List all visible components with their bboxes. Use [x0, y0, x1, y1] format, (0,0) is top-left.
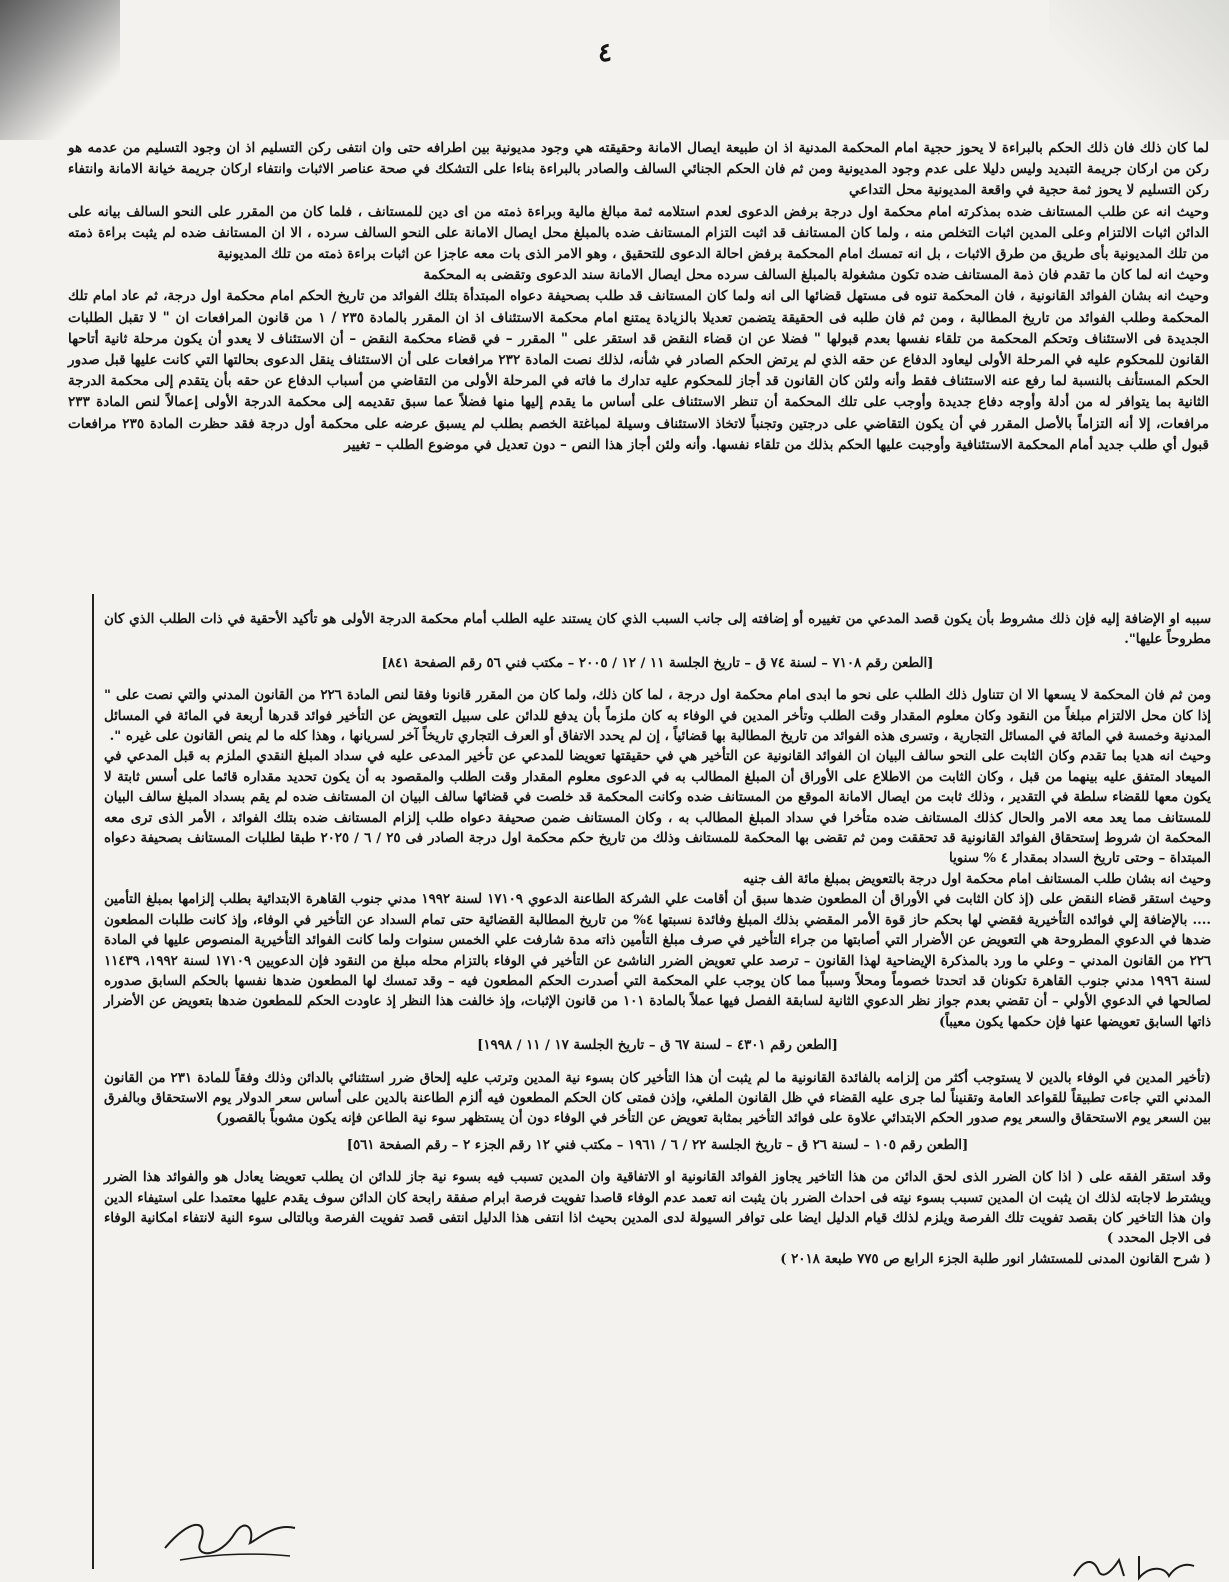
paragraph: وحيث انه هديا بما تقدم وكان الثابت على النحو سالف البيان ان الفوائد القانونية عن التأخير هي في حقيقتها تعويضا للمدعي عن تأخير المدعى عليه في سداد المبلغ النقدي الملزم به قبل المدعي في الميعاد المتفق عليه بينهما من قبل ، وكان الثابت من الاطلاع على الأوراق أن المبلغ المطالب به في الدعوى معلوم المقدار وقت الطلب والمقصود به أن يكون تحديد مقداره قائما على أسس ثابتة لا يكون معها للقضاء سلطة في التقدير ، وذلك ثابت من ايصال الامانة الموقع من المستانف ضده وكانت المحكمة قد خلصت في قضائها سالف البيان ان المستانف ضده لم يقم بسداد المبلغ سالف البيان للمستانف مما يعد معه الامر والحال كذلك المستانف ضده متأخرا في سداد المبلغ المطالب به ، وكان المستانف ضمن صحيفة دعواه طلب إلزام المستانف ضده بتلك الفوائد ، الأمر الذى ترى معه المحكمة ان شروط إستحقاق الفوائد القانونية قد تحققت ومن ثم تقضى بها المحكمة للمستانف وذلك من تاريخ حكم محكمة اول درجة الصادر فى ٢٥ / ٦ / ٢٠٢٥ طبقا لطلبات المستانف بصحيفة دعواه المبتداة – وحتى تاريخ السداد بمقدار ٤ % سنويا: [104, 749, 1211, 867]
case-reference: [الطعن رقم ١٠٥ – لسنة ٢٦ ق – تاريخ الجلسة ٢٢ / ٦ / ١٩٦١ – مكتب فني ١٢ رقم الجزء ٢ – رقم الصفحة ٥٦١]: [346, 1137, 969, 1153]
initials-mark: [1069, 1548, 1199, 1582]
paragraph: سببه او الإضافة إليه فإن ذلك مشروط بأن يكون قصد المدعي من تغييره أو إضافته إلى جانب السبب الذي كان يستند عليه الطلب أمام محكمة الدرجة الأولى هو تأكيد الأحقية في ذات الطلب الذي كان مطروحاً عليها".: [104, 612, 1211, 648]
paragraph: وقد استقر الفقه على ( اذا كان الضرر الذى لحق الدائن من هذا التاخير يجاوز الفوائد القانونية او الاتفاقية وان المدين تسبب فيه بسوء نية جاز للدائن ان يطلب تعويضا يعادل هو والفوائد هذا الضرر ويشترط لاجابته لذلك ان يثبت ان المدين تسبب بسوء نيته فى احداث الضرر بان يثبت انه تعمد عدم الوفاء قاصدا تفويت فرصة ابرام صفقة رابحة كان الدائن سوف يقدم عليها معتمدا على استيفاء الدين وان هذا التاخير كان بقصد تفويت تلك الفرصة ويلزم لذلك قيام الدليل ايضا على توافر السيولة لدى المدين بحيث اذا انتفى هذا الدليل انتفى قصد تفويت الفرصة وبالتالى سوء النية لانتفاء امكانية الوفاء فى الاجل المحدد ): [104, 1170, 1211, 1247]
paragraph: لما كان ذلك فان ذلك الحكم بالبراءة لا يحوز حجية امام المحكمة المدنية اذ ان طبيعة ايصال الامانة وحقيقته هي وجود مديونية بين اطرافه حتى وان انتفى ركن التسليم اذ ان وجود التسليم من عدمه هو ركن من اركان جريمة التبديد وليس دليلا على عدم وجود المديونية ومن ثم فان الحكم الجنائي السالف والصادر بالبراءة بناءا على التشكك في صحة عناصر الاثبات وانتفاء اركان جريمة خيانة الامانة وانتفاء ركن التسليم لا يحوز ثمة حجية في واقعة المديونية محل التداعي: [68, 140, 1209, 199]
paragraph: وحيث انه عن طلب المستانف ضده بمذكرته امام محكمة اول درجة برفض الدعوى لعدم استلامه ثمة مبالغ مالية وبراءة ذمته من اى دين للمستانف ، فلما كان من المقرر على النحو السالف بيانه على الدائن اثبات الالتزام وعلى المدين اثبات التخلص منه ، ولما كان المستانف قد اثبت التزام المستانف ضده بالمبلغ محل ايصال الامانة على النحو السالف سرده ، الا ان المستانف ضده لم يثبت براءة ذمته من تلك المديونية بأى طريق من طرق الاثبات ، بل انه تمسك امام المحكمة برفض احالة الدعوى للتحقيق ، وهو الامر الذى بات معه عاجزا عن اثبات براءة ذمته من تلك المديونية: [68, 203, 1209, 263]
paragraph: وحيث انه لما كان ما تقدم فان ذمة المستانف ضده تكون مشغولة بالمبلغ السالف سرده محل ايصال الامانة سند الدعوى وتقضى به المحكمة: [423, 267, 1209, 284]
pasted-text-block: [104, 610, 1211, 1270]
case-reference: [الطعن رقم ٧١٠٨ – لسنة ٧٤ ق – تاريخ الجلسة ١١ / ١٢ / ٢٠٠٥ – مكتب فني ٥٦ رقم الصفحة ٨٤١]: [381, 655, 934, 671]
paragraph: (تأخير المدين في الوفاء بالدين لا يستوجب أكثر من إلزامه بالفائدة القانونية ما لم يثبت أن هذا التأخير كان بسوء نية المدين وترتب عليه إلحاق ضرر استثنائي بالدائن وذلك وفقاً للمادة ٢٣١ من القانون المدني التي جاءت تطبيقاً للقواعد العامة وتقنيناً لما جرى عليه القضاء في ظل القانون الملغي، وإذن فمتى كان الحكم المطعون فيه ألزم الطاعنة بالدين على أساس سعر الدولار يوم الاستحقاق وبالفرق بين السعر يوم الاستحقاق والسعر يوم صدور الحكم الابتدائي علاوة على فوائد التأخير بمثابة تعويض عن التأخر في الوفاء دون أن يستظهر سوء نية الطاعن فإنه يكون مشوباً بالقصور): [104, 1070, 1211, 1127]
top-text-block: [68, 138, 1209, 456]
paragraph: ومن ثم فان المحكمة لا يسعها الا ان تتناول ذلك الطلب على نحو ما ابدى امام محكمة اول درجة ، لما كان ذلك، ولما كان من المقرر قانونا وفقا لنص المادة ٢٢٦ من القانون المدني والتي نصت على " إذا كان محل الالتزام مبلغاً من النقود وكان معلوم المقدار وقت الطلب وتأخر المدين في الوفاء به كان ملزماً بأن يدفع للدائن على سبيل التعويض عن التأخير فوائد قدرها أربعة في المائة في المسائل المدنية وخمسة في المائة في المسائل التجارية ، وتسرى هذه الفوائد من تاريخ المطالبة بها قضائياً ، إن لم يحدد الاتفاق أو العرف التجاري تاريخاً آخر لسريانها ، وهذا كله ما لم ينص القانون على غيره ".: [104, 688, 1212, 745]
case-reference: [الطعن رقم ٤٣٠١ – لسنة ٦٧ ق – تاريخ الجلسة ١٧ / ١١ / ١٩٩٨]: [477, 1038, 838, 1054]
scan-shadow: [0, 0, 120, 140]
signature-mark: [160, 1508, 300, 1568]
paragraph: وحيث انه بشان طلب المستانف امام محكمة اول درجة بالتعويض بمبلغ مائة الف جنيه: [743, 871, 1211, 887]
paragraph: وحيث انه بشان الفوائد القانونية ، فان المحكمة تنوه فى مستهل قضائها الى انه ولما كان المستانف قد طلب بصحيفة دعواه المبتدأة بتلك الفوائد من تاريخ الحكم امام محكمة اول درجة، ثم عاد امام تلك المحكمة وطلب الفوائد من تاريخ المطالبة ، ومن ثم فان طلبه فى الحقيقة يتضمن تعديلا بالزيادة يمتنع امام محكمة الاستئناف اذ ان المقرر بالمادة ٢٣٥ / ١ من قانون المرافعات ان " لا تقبل الطلبات الجديدة فى الاستئناف وتحكم المحكمة من تلقاء نفسها بعدم قبولها " فضلا عن ان قضاء النقض قد استقر على " المقرر – في قضاء محكمة النقض – أن الاستئناف لا يعدو أن يكون مرحلة ثانية أتاحها القانون للمحكوم عليه في المرحلة الأولى ليعاود الدفاع عن حقه الذي لم يرتض الحكم الصادر في شأنه، لذلك نصت المادة ٢٣٢ مرافعات على أن الاستئناف ينقل الدعوى بحالتها التي كانت عليها قبل صدور الحكم المستأنف بالنسبة لما رفع عنه الاستئناف فقط وأنه ولئن كان القانون قد أجاز للمحكوم عليه تدارك ما فاته في المرحلة الأولى من التقاضي من أسباب الدفاع عن حقه بأن يتقدم إلى محكمة الدرجة الثانية بما يتوافر له من أدلة وأوجه دفاع جديدة وأوجب على تلك المحكمة أن تنظر الاستئناف على أساس ما يقدم إليها منها فضلاً عما سبق تقديمه إلى محكمة الدرجة الأولى إعمالاً لنص المادة ٢٣٣ مرافعات، إلا أنه التزاماً بالأصل المقرر في أن يكون التقاضي على درجتين وتجنباً لاتخاذ الاستئناف وسيلة لمباغتة الخصم بطلب لم يسبق عرضه على محكمة أول درجة فقد حظرت المادة ٢٣٥ مرافعات قبول أي طلب جديد أمام المحكمة الاستئنافية وأوجبت عليها الحكم بذلك من تلقاء نفسها. وأنه ولئن أجاز هذا النص – دون تعديل في موضوع الطلب – تغيير: [68, 288, 1210, 453]
scan-fade: [1049, 0, 1229, 140]
source-note: ( شرح القانون المدنى للمستشار انور طلبة الجزء الرابع ص ٧٧٥ طبعة ٢٠١٨ ): [780, 1251, 1211, 1267]
paragraph: وحيث استقر قضاء النقض على (إذ كان الثابت في الأوراق أن المطعون ضدها سبق أن أقامت علي الشركة الطاعنة الدعوي ١٧١٠٩ لسنة ١٩٩٢ مدني جنوب القاهرة الابتدائية بطلب إلزامها بمبلغ التأمين .... بالإضافة إلي فوائده التأخيرية فقضي لها بحكم حاز قوة الأمر المقضي بذلك المبلغ وفائدة نسبتها ٤% من تاريخ المطالبة القضائية حتى تمام السداد عن التأخير في الوفاء، وإذ كانت طلبات المطعون ضدها في الدعوي المطروحة هي التعويض عن الأضرار التي أصابتها من جراء التأخير في صرف مبلغ التأمين ذاته مدة شارفت علي الخمس سنوات ولما كانت الفوائد التأخيرية المنصوص عليها في المادة ٢٢٦ من القانون المدني – وعلي ما ورد بالمذكرة الإيضاحية لهذا القانون – ترصد علي تعويض الضرر الناشئ عن التأخير في الوفاء بالتزام محله مبلغ من النقود فإن الدعويين ١٧١٠٩ لسنة ١٩٩٢، ١١٤٣٩ لسنة ١٩٩٦ مدني جنوب القاهرة تكونان قد اتحدتا خصوماً ومحلاً وسبباً مما كان يوجب علي المحكمة التي أصدرت الحكم المطعون فيه – وقد تمسك لها المطعون ضدها نفسها بالحكم السابق صدوره لصالحها في الدعوي الأولي – أن تقضي بعدم جواز نظر الدعوي الثانية لسابقة الفصل فيها عملاً بالمادة ١٠١ من قانون الإثبات، وإذ خالفت هذا النظر إذ عاودت الحكم للمطعون ضدها بتعويض عن الأضرار ذاتها السابق تعويضها عنها فإن حكمها يكون معيباً): [104, 892, 1211, 1030]
margin-line: [92, 594, 94, 1569]
page-number: ٤: [598, 38, 612, 68]
